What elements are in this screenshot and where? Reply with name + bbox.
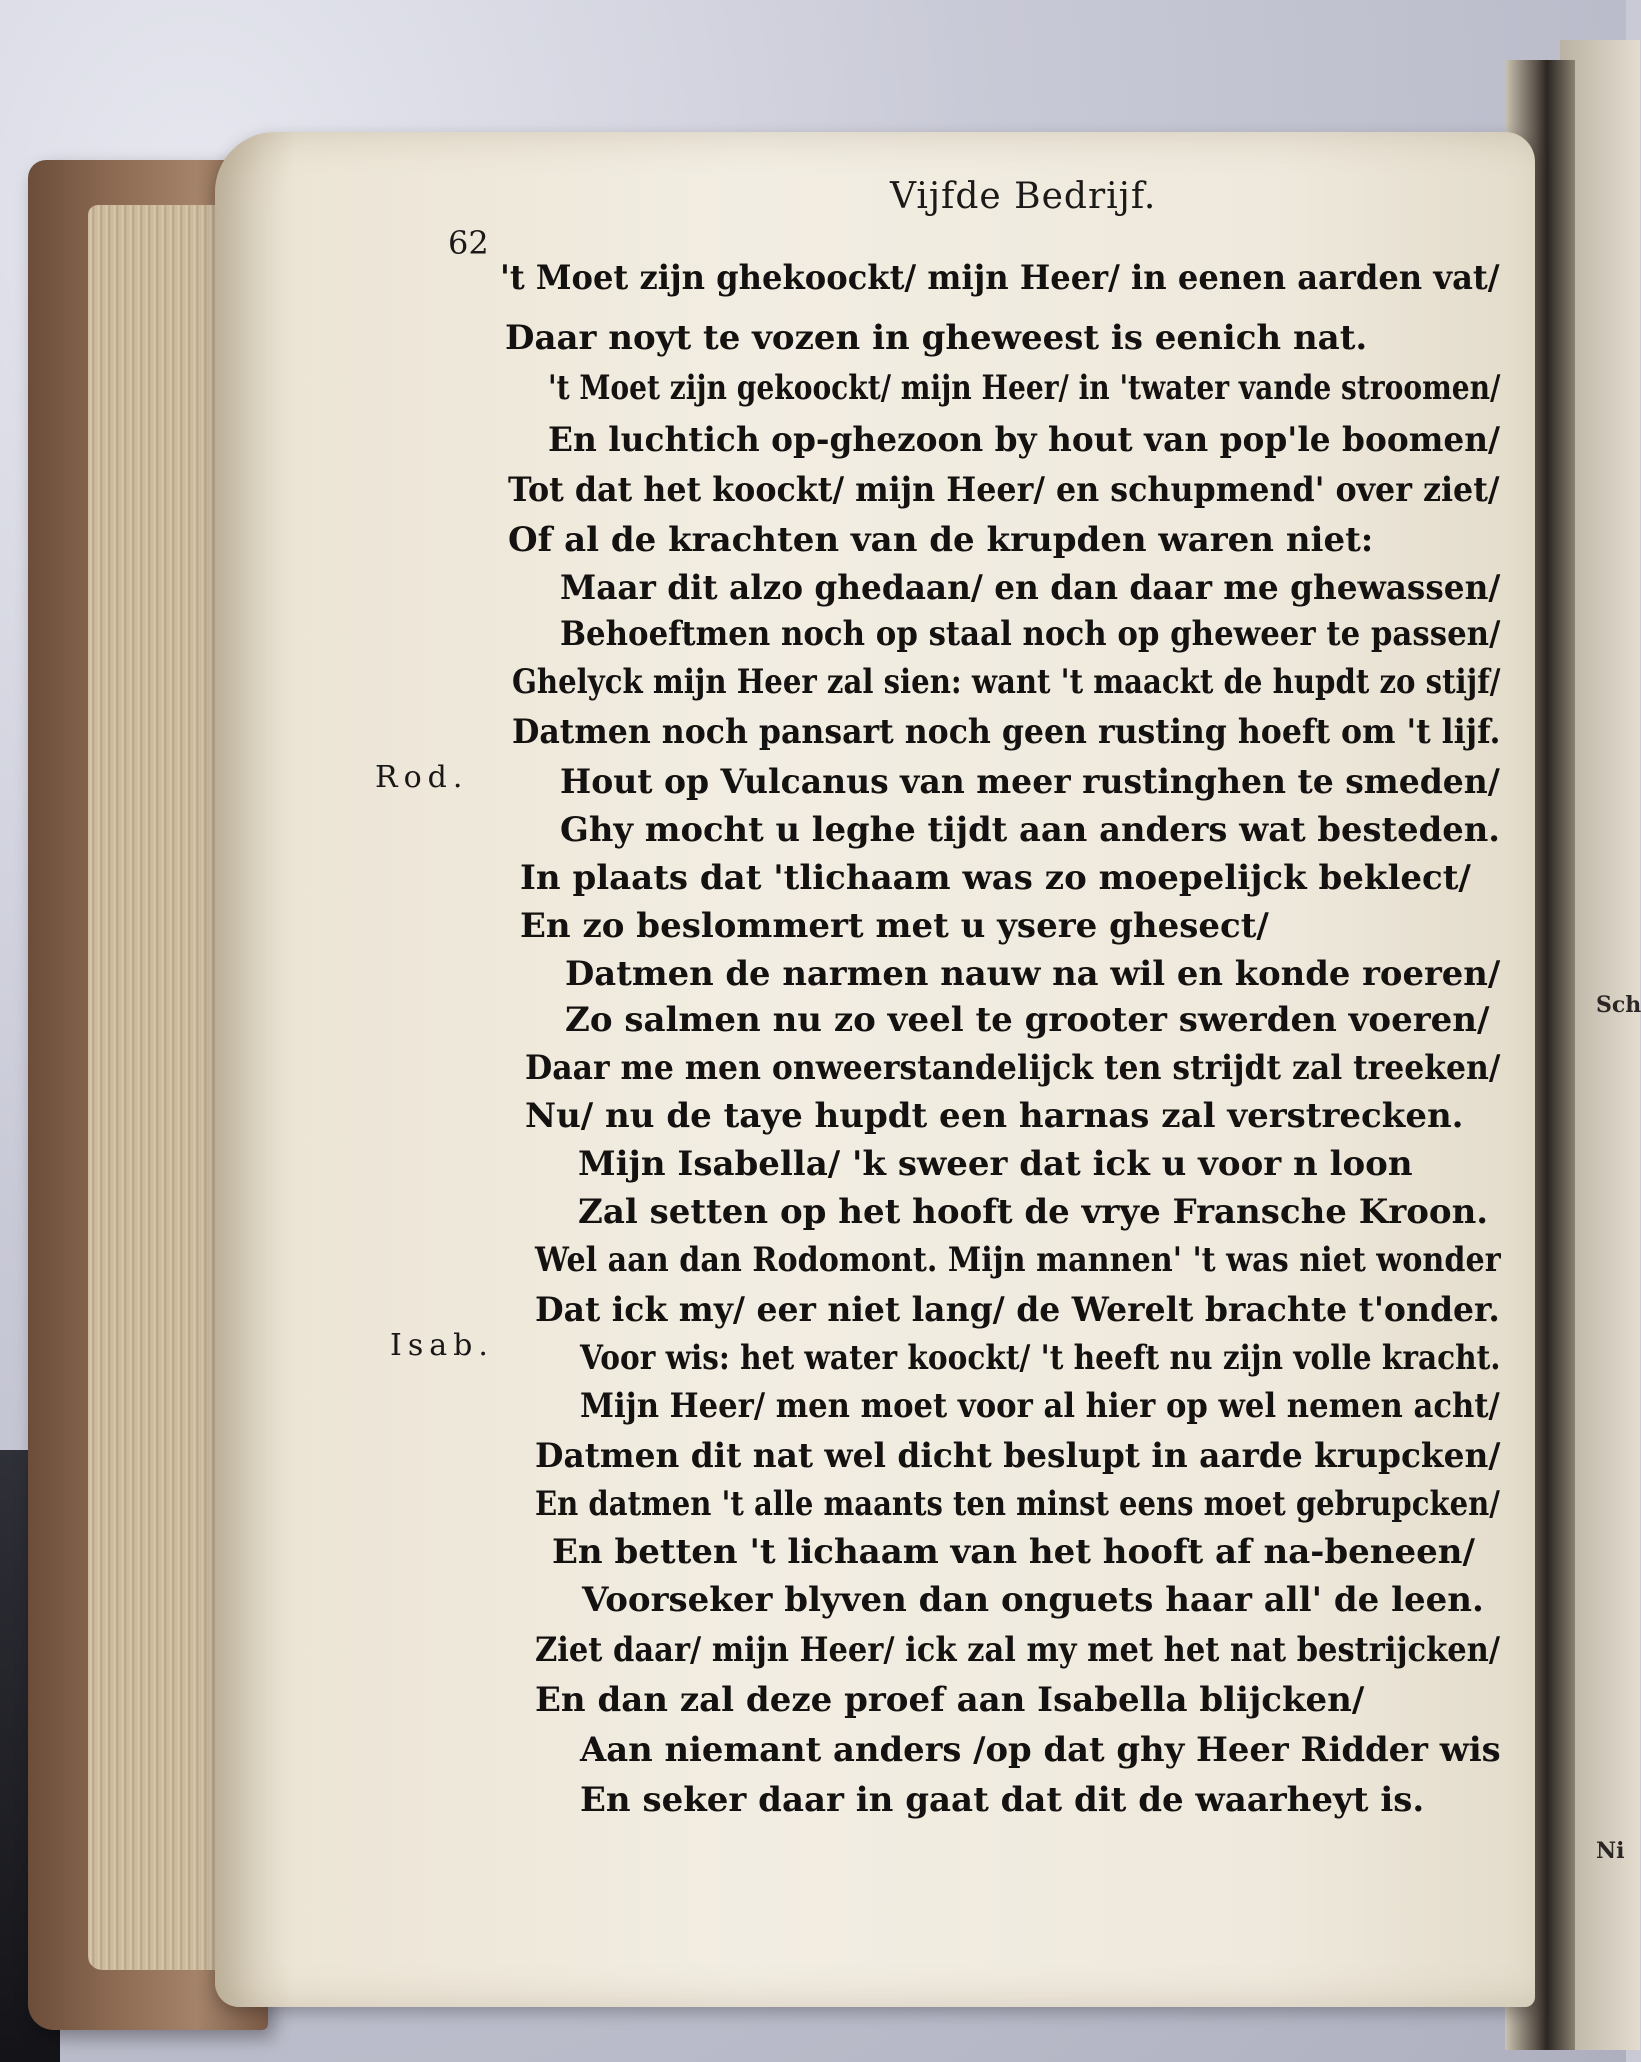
page-number: 62 — [448, 224, 489, 262]
verse-line: Hout op Vulcanus van meer rustinghen te smeden/ — [560, 762, 1500, 802]
verse-line: Ghelyck mijn Heer zal sien: want 't maackt de hupdt zo stijf/ — [512, 662, 1501, 702]
verse-line: In plaats dat 'tlichaam was zo moepelijck beklect/ — [520, 858, 1471, 898]
verse-line: 't Moet zijn gekoockt/ mijn Heer/ in 'twater vande stroomen/ — [548, 368, 1501, 408]
verse-line: Datmen de narmen nauw na wil en konde roeren/ — [565, 954, 1501, 994]
verse-line: Voorseker blyven dan onguets haar all' de leen. — [582, 1580, 1484, 1620]
verse-line: En datmen 't alle maants ten minst eens moet gebrupcken/ — [535, 1484, 1500, 1524]
verse-line: En dan zal deze proef aan Isabella blijcken/ — [535, 1680, 1365, 1720]
speaker-isab: Isab. — [390, 1328, 494, 1363]
verse-line: Zo salmen nu zo veel te grooter swerden voeren/ — [565, 1000, 1490, 1040]
verse-line: Dat ick my/ eer niet lang/ de Werelt brachte t'onder. — [535, 1290, 1500, 1330]
verse-line: Tot dat het koockt/ mijn Heer/ en schupmend' over ziet/ — [508, 470, 1500, 510]
verse-line: En betten 't lichaam van het hooft af na-beneen/ — [552, 1532, 1475, 1572]
verse-line: En zo beslommert met u ysere ghesect/ — [520, 906, 1269, 946]
verse-line: Daar me men onweerstandelijck ten strijdt zal treeken/ — [525, 1048, 1501, 1088]
verse-line: Voor wis: het water koockt/ 't heeft nu zijn volle kracht. — [580, 1338, 1501, 1378]
verse-line: Datmen dit nat wel dicht beslupt in aarde krupcken/ — [535, 1436, 1501, 1476]
verse-line: Mijn Isabella/ 'k sweer dat ick u voor n loon — [578, 1144, 1413, 1184]
verse-line: Ghy mocht u leghe tijdt aan anders wat besteden. — [560, 810, 1500, 850]
verse-line: En seker daar in gaat dat dit de waarheyt is. — [580, 1780, 1425, 1820]
verse-line: Maar dit alzo ghedaan/ en dan daar me ghewassen/ — [560, 568, 1501, 608]
facing-marginal: Sch — [1596, 992, 1641, 1018]
verse-line: Daar noyt te vozen in gheweest is eenich nat. — [505, 318, 1368, 358]
speaker-rod: Rod. — [375, 760, 469, 795]
verse-line: Wel aan dan Rodomont. Mijn mannen' 't was niet wonder — [535, 1240, 1501, 1280]
verse-line: 't Moet zijn ghekoockt/ mijn Heer/ in eenen aarden vat/ — [500, 258, 1500, 298]
verse-line: Datmen noch pansart noch geen rusting hoeft om 't lijf. — [512, 712, 1501, 752]
running-head: Vijfde Bedrijf. — [890, 176, 1157, 217]
verse-line: Ziet daar/ mijn Heer/ ick zal my met het nat bestrijcken/ — [535, 1630, 1501, 1670]
verse-line: Behoeftmen noch op staal noch op gheweer te passen/ — [560, 614, 1501, 654]
facing-catchword: Ni — [1596, 1838, 1625, 1864]
verse-line: Mijn Heer/ men moet voor al hier op wel nemen acht/ — [580, 1386, 1500, 1426]
verse-line: Aan niemant anders /op dat ghy Heer Ridder wis — [580, 1730, 1501, 1770]
verse-line: Of al de krachten van de krupden waren niet: — [508, 520, 1374, 560]
verse-line: En luchtich op-ghezoon by hout van pop'le boomen/ — [548, 420, 1501, 460]
verse-line: Zal setten op het hooft de vrye Fransche Kroon. — [578, 1192, 1489, 1232]
verse-line: Nu/ nu de taye hupdt een harnas zal verstrecken. — [525, 1096, 1464, 1136]
